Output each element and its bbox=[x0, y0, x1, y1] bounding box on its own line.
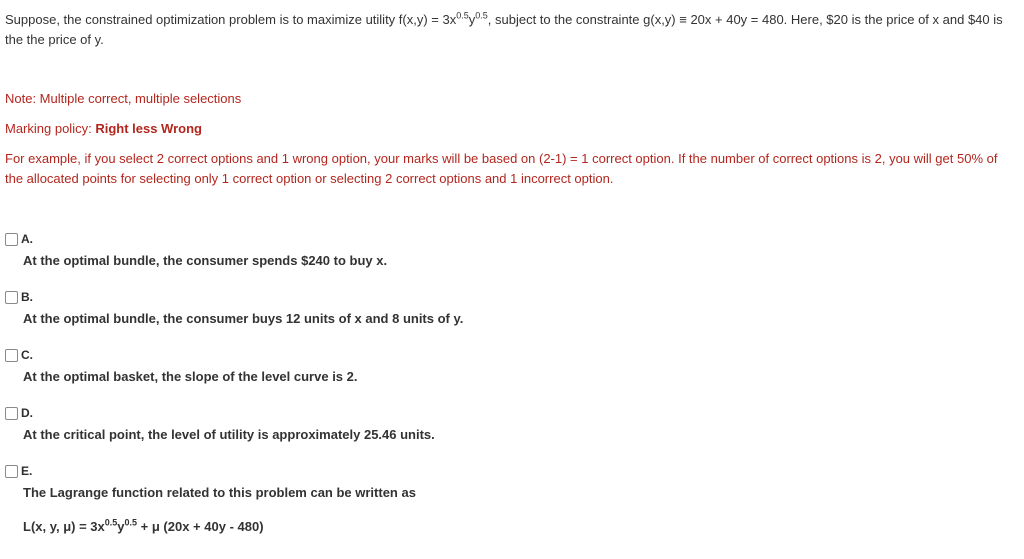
option-e-checkbox[interactable] bbox=[5, 465, 18, 478]
marking-policy-label: Marking policy: bbox=[5, 121, 96, 136]
option-e-letter: E. bbox=[21, 464, 33, 478]
option-e-text: The Lagrange function related to this problem can be written as bbox=[23, 485, 416, 500]
option-a[interactable] bbox=[5, 231, 1005, 271]
option-a-checkbox[interactable] bbox=[5, 233, 18, 246]
option-a-letter: A. bbox=[21, 232, 33, 246]
question-text: Suppose, the constrained optimization problem is to maximize utility $f(x,y) = 3x^{0.5}y^{0.5}$, subject to the constrainte g(x,y) ≡ 20x + 40y = 480. Here, $20 is the price of x and $40 is the the price of y. bbox=[5, 10, 1003, 47]
lagrange-formula: L(x, y, $\mu) = 3x^{0.5}y^{0.5} + \mu$ (20x + 40y - 480) bbox=[23, 517, 264, 534]
option-d-text: At the critical point, the level of utility is approximately 25.46 units. bbox=[23, 427, 435, 442]
option-c-checkbox[interactable] bbox=[5, 349, 18, 362]
marking-example: For example, if you select 2 correct options and 1 wrong option, your marks will be based on (2-1) = 1 correct option. If the number of correct options is 2, you will get 50% of the allocated points for selecting only 1 correct option or selecting 2 correct options and 1 incorrect option. bbox=[5, 151, 998, 186]
question-stem bbox=[5, 10, 1005, 50]
option-c-letter: C. bbox=[21, 348, 33, 362]
option-c[interactable] bbox=[5, 347, 1005, 387]
option-b-checkbox[interactable] bbox=[5, 291, 18, 304]
option-a-text: At the optimal bundle, the consumer spends $240 to buy x. bbox=[23, 253, 388, 268]
option-b-letter: B. bbox=[21, 290, 33, 304]
option-b[interactable] bbox=[5, 289, 1005, 329]
option-d-letter: D. bbox=[21, 406, 33, 420]
multiple-selection-note: Note: Multiple correct, multiple selections bbox=[5, 91, 242, 106]
option-e[interactable] bbox=[5, 463, 1005, 537]
option-b-text: At the optimal bundle, the consumer buys 12 units of x and 8 units of y. bbox=[23, 311, 464, 326]
option-d-checkbox[interactable] bbox=[5, 407, 18, 420]
marking-policy-value: Right less Wrong bbox=[95, 121, 202, 136]
marking-policy bbox=[5, 119, 202, 139]
option-d[interactable] bbox=[5, 405, 1005, 445]
option-c-text: At the optimal basket, the slope of the level curve is 2. bbox=[23, 369, 358, 384]
